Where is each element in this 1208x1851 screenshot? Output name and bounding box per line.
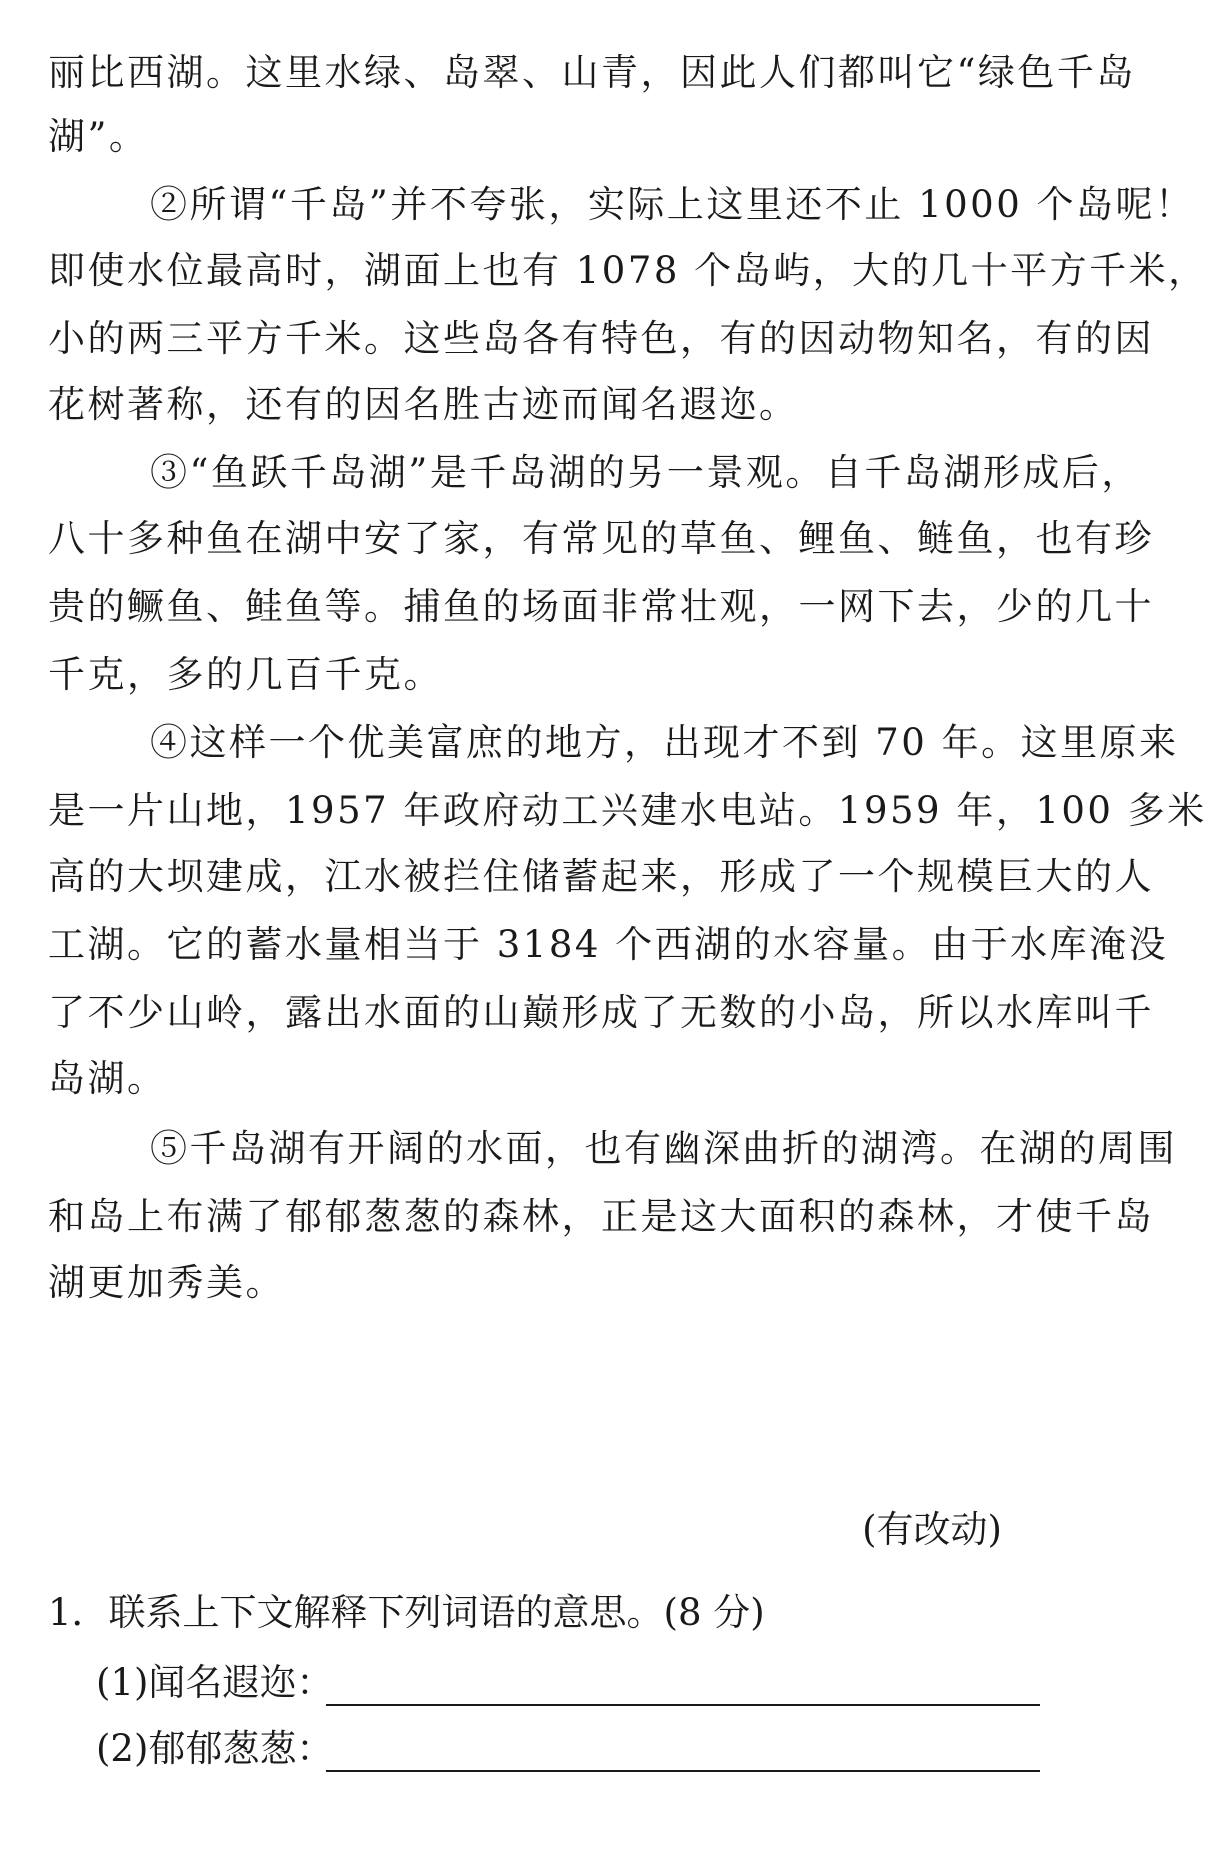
passage-line: 是一片山地，1957 年政府动工兴建水电站。1959 年，100 多米 — [48, 789, 1207, 832]
passage-line: 工湖。它的蓄水量相当于 3184 个西湖的水容量。由于水库淹没 — [48, 923, 1169, 966]
answer-blank-1[interactable] — [326, 1704, 1040, 1706]
answer-row-2 — [96, 1724, 1040, 1774]
answer-label-2: (2)郁郁葱葱： — [96, 1727, 334, 1770]
passage-line: 和岛上布满了郁郁葱葱的森林，正是这大面积的森林，才使千岛 — [48, 1195, 1154, 1238]
passage-paragraph-2-start: ②所谓“千岛”并不夸张，实际上这里还不止 1000 个岛呢！ — [150, 183, 1195, 226]
passage-paragraph-5-start: ⑤千岛湖有开阔的水面，也有幽深曲折的湖湾。在湖的周围 — [150, 1127, 1177, 1170]
passage-line: 千克，多的几百千克。 — [48, 653, 443, 696]
passage-paragraph-4-start: ④这样一个优美富庶的地方，出现才不到 70 年。这里原来 — [150, 721, 1179, 764]
passage-line: 小的两三平方千米。这些岛各有特色，有的因动物知名，有的因 — [48, 317, 1154, 360]
answer-label-1: (1)闻名遐迩： — [96, 1661, 334, 1704]
answer-blank-2[interactable] — [326, 1770, 1040, 1772]
source-note: (有改动) — [862, 1508, 1002, 1551]
passage-line: 湖”。 — [48, 115, 149, 158]
passage-line: 花树著称，还有的因名胜古迹而闻名遐迩。 — [48, 383, 799, 426]
passage-line: 高的大坝建成，江水被拦住储蓄起来，形成了一个规模巨大的人 — [48, 855, 1154, 898]
passage-line: 丽比西湖。这里水绿、岛翠、山青，因此人们都叫它“绿色千岛 — [48, 51, 1136, 94]
answer-row-1 — [96, 1658, 1040, 1708]
question-title: 1．联系上下文解释下列词语的意思。(8 分) — [48, 1591, 765, 1634]
passage-line: 即使水位最高时，湖面上也有 1078 个岛屿，大的几十平方千米， — [48, 249, 1208, 292]
passage-line: 了不少山岭，露出水面的山巅形成了无数的小岛，所以水库叫千 — [48, 991, 1154, 1034]
passage-line: 贵的鳜鱼、鲑鱼等。捕鱼的场面非常壮观，一网下去，少的几十 — [48, 585, 1154, 628]
passage-line: 八十多种鱼在湖中安了家，有常见的草鱼、鲤鱼、鲢鱼，也有珍 — [48, 517, 1154, 560]
passage-line: 岛湖。 — [48, 1057, 167, 1100]
passage-paragraph-3-start: ③“鱼跃千岛湖”是千岛湖的另一景观。自千岛湖形成后， — [150, 451, 1141, 494]
passage-line: 湖更加秀美。 — [48, 1261, 285, 1304]
